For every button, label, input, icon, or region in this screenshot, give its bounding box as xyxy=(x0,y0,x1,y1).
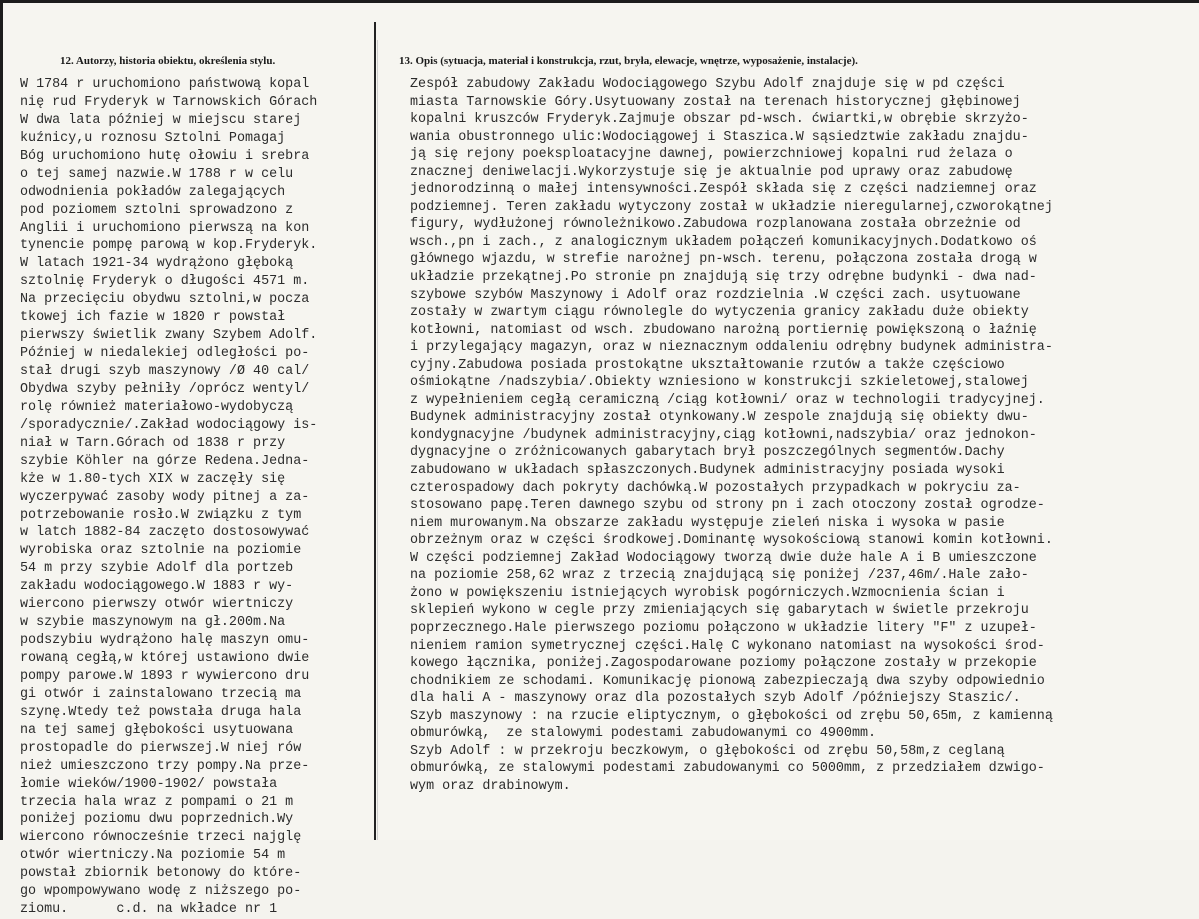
text-line: wsch.,pn i zach., z analogicznym układem połączeń komunikacyjnych.Dodatkowo oś xyxy=(410,234,1037,250)
text-line: 54 m przy szybie Adolf dla portzeb xyxy=(20,561,294,577)
text-line: prostopadle do pierwszej.W niej rów xyxy=(20,740,302,756)
description-typewritten-text xyxy=(410,76,1053,795)
text-line: wyrobiska oraz sztolnie na poziomie xyxy=(20,543,302,559)
text-line: stosowano papę.Teren dawnego szybu od strony pn i zach otoczony został ogrodze- xyxy=(410,498,1045,514)
text-line: powstał zbiornik betonowy do które- xyxy=(20,866,302,882)
text-line: pompy parowe.W 1893 r wywiercono dru xyxy=(20,668,310,684)
text-line: gi otwór i zainstalowano trzecią ma xyxy=(20,686,302,702)
text-line: otwór wiertniczy.Na poziomie 54 m xyxy=(20,848,286,864)
text-line: wyczerpywać zasoby wody pitnej a za- xyxy=(20,489,310,505)
text-line: na tej samej głębokości usytuowana xyxy=(20,722,294,738)
text-line: miasta Tarnowskie Góry.Usytuowany został na terenach historycznej głębinowej xyxy=(410,94,1021,110)
text-line: układzie przekątnej.Po stronie pn znajdują się trzy odrębne budynki - dwa nad- xyxy=(410,270,1037,286)
text-line: Szyb maszynowy : na rzucie eliptycznym, o głębokości od zrębu 50,65m, z kamienną xyxy=(410,708,1053,724)
text-line: zostały w zwartym ciągu równolegle do wytyczenia granicy zakładu duże obiekty xyxy=(410,305,1029,321)
text-line: figury, wydłużonej równoleżnikowo.Zabudowa rozplanowana została obrzeżnie od xyxy=(410,217,1021,233)
text-line: zabudowano w układach spłaszczonych.Budynek administracyjny posiada wysoki xyxy=(410,463,1005,479)
text-line: trzecia hala wraz z pompami o 21 m xyxy=(20,794,294,810)
text-line: obmurówką, ze stalowymi podestami zabudowanymi co 5000mm, z przedziałem dzwigo- xyxy=(410,761,1045,777)
text-line: zakładu wodociągowego.W 1883 r wy- xyxy=(20,579,294,595)
text-line: W dwa lata później w miejscu starej xyxy=(20,112,302,128)
text-line: ośmiokątne /nadszybia/.Obiekty wzniesiono w konstrukcji szkieletowej,stalowej xyxy=(410,375,1029,391)
text-line: nież umieszczono trzy pompy.Na prze- xyxy=(20,758,310,774)
text-line: /sporadycznie/.Zakład wodociągowy is- xyxy=(20,417,318,433)
text-line: żono w powiększeniu istniejących wyrobisk pogórniczych.Wzmocnienia ścian i xyxy=(410,585,1005,601)
text-line: go wpompowywano wodę z niższego po- xyxy=(20,884,302,900)
history-typewritten-text xyxy=(20,76,317,919)
text-line: sklepień wykono w cegle przy zmieniających się gabarytach w świetle przekroju xyxy=(410,603,1029,619)
text-line: Na przecięciu obydwu sztolni,w pocza xyxy=(20,292,310,308)
text-line: Później w niedalekiej odległości po- xyxy=(20,346,310,362)
section-12-header: 12. Autorzy, historia obiektu, określenia stylu. xyxy=(60,55,276,67)
text-line: Bóg uruchomiono hutę ołowiu i srebra xyxy=(20,148,310,164)
text-line: szybowe szybów Maszynowy i Adolf oraz rozdzielnia .W części zach. usytuowane xyxy=(410,287,1021,303)
text-line: tkowej ich fazie w 1820 r powstał xyxy=(20,310,286,326)
text-line: stał drugi szyb maszynowy /Ø 40 cal/ xyxy=(20,364,310,379)
text-line: łomie wieków/1900-1902/ powstała xyxy=(20,776,278,792)
column-divider-shadow xyxy=(377,40,378,840)
text-line: kże w 1.80-tych XIX w zaczęły się xyxy=(20,471,286,487)
text-line: kowego łącznika, poniżej.Zagospodarowane poziomy połączone zostały w przekopie xyxy=(410,656,1037,672)
text-line: pod poziomem sztolni sprowadzono z xyxy=(20,202,294,218)
text-line: kuźnicy,u roznosu Sztolni Pomagaj xyxy=(20,130,286,146)
text-line: nieniem ramion symetrycznej części.Halę C wykonano natomiast na wysokości środ- xyxy=(410,638,1045,654)
text-line: znacznej deniwelacji.Wykorzystuje się je aktualnie pod uprawy oraz zabudowę xyxy=(410,164,1013,180)
text-line: i przylegający magazyn, oraz w nieznacznym oddaleniu odrębny budynek administra- xyxy=(410,340,1053,356)
text-line: tynencie pompę parową w kop.Fryderyk. xyxy=(20,238,318,254)
text-line: pierwszy świetlik zwany Szybem Adolf. xyxy=(20,328,318,344)
text-line: potrzebowanie rosło.W związku z tym xyxy=(20,507,302,523)
text-line: podszybiu wydrążono halę maszyn omu- xyxy=(20,633,310,649)
text-line: ziomu. c.d. na wkładce nr 1 xyxy=(20,902,278,918)
text-line: Zespół zabudowy Zakładu Wodociągowego Szybu Adolf znajduje się w pd części xyxy=(410,77,1005,92)
page-left-border xyxy=(0,0,3,840)
text-line: poprzecznego.Hale pierwszego poziomu połączono w układzie litery "F" z uzupeł- xyxy=(410,620,1037,636)
text-line: szynę.Wtedy też powstała druga hala xyxy=(20,704,302,720)
text-line: nię rud Fryderyk w Tarnowskich Górach xyxy=(20,94,318,110)
text-line: W części podziemnej Zakład Wodociągowy tworzą dwie duże hale A i B umieszczone xyxy=(410,550,1037,566)
section-13-header: 13. Opis (sytuacja, materiał i konstrukcja, rzut, bryła, elewacje, wnętrze, wyposażenie, instalacje). xyxy=(399,55,858,67)
text-line: cyjny.Zabudowa posiada prostokątne ukształtowanie rzutów a także częściowo xyxy=(410,357,1005,373)
text-line: podziemnej. Teren zakładu wytyczony został w układzie nieregularnej,czworokątnej xyxy=(410,199,1053,215)
text-line: wiercono pierwszy otwór wiertniczy xyxy=(20,597,294,613)
text-line: sztolnię Fryderyk o długości 4571 m. xyxy=(20,274,310,290)
text-line: obmurówką, ze stalowymi podestami zabudowanymi co 4900mm. xyxy=(410,726,877,742)
text-line: czterospadowy dach pokryty dachówką.W pozostałych przypadkach w pokryciu za- xyxy=(410,480,1021,496)
text-line: Obydwa szyby pełniły /oprócz wentyl/ xyxy=(20,381,310,397)
text-line: chodnikiem ze schodami. Komunikację pionową zabezpieczają dwa szyby odpowiednio xyxy=(410,673,1045,689)
page-top-border xyxy=(0,0,1199,3)
text-line: kopalni kruszców Fryderyk.Zajmuje obszar pd-wsch. ćwiartki,w obrębie skrzyżo- xyxy=(410,112,1029,128)
text-line: niem murowanym.Na obszarze zakładu występuje zieleń niska i wysoka w pasie xyxy=(410,515,1005,531)
text-line: wiercono równocześnie trzeci najglę xyxy=(20,830,302,846)
text-line: rolę również materiałowo-wydobyczą xyxy=(20,399,294,415)
column-divider xyxy=(374,22,376,840)
text-line: z wypełnieniem cegłą ceramiczną /ciąg kotłowni/ oraz w technologii tradycyjnej. xyxy=(410,392,1045,408)
text-line: W 1784 r uruchomiono państwową kopal xyxy=(20,77,310,92)
text-line: w latch 1882-84 zaczęto dostosowywać xyxy=(20,525,310,541)
text-line: W latach 1921-34 wydrążono głęboką xyxy=(20,256,294,272)
text-line: wania obustronnego ulic:Wodociągowej i Staszica.W sąsiedztwie zakładu znajdu- xyxy=(410,129,1029,145)
text-line: Anglii i uruchomiono pierwszą na kon xyxy=(20,220,310,236)
text-line: niał w Tarn.Górach od 1838 r przy xyxy=(20,435,286,451)
text-line: rowaną cegłą,w której ustawiono dwie xyxy=(20,651,310,666)
text-line: odwodnienia pokładów zalegających xyxy=(20,184,286,200)
text-line: dygnacyjne o zróżnicowanych gabarytach brył poszczególnych segmentów.Dachy xyxy=(410,445,1005,461)
text-line: o tej samej nazwie.W 1788 r w celu xyxy=(20,166,294,182)
text-line: kotłowni, natomiast od wsch. zbudowano narożną portiernię powiększoną o łaźnię xyxy=(410,322,1037,338)
text-line: dla hali A - maszynowy oraz dla pozostałych szyb Adolf /późniejszy Staszic/. xyxy=(410,691,1021,707)
text-line: kondygnacyjne /budynek administracyjny,ciąg kotłowni,nadszybia/ oraz jednokon- xyxy=(410,427,1037,443)
text-line: Budynek administracyjny został otynkowany.W zespole znajdują się obiekty dwu- xyxy=(410,410,1029,426)
text-line: obrzeżnym oraz w części środkowej.Dominantę wysokościową stanowi komin kotłowni. xyxy=(410,533,1053,549)
text-line: Szyb Adolf : w przekroju beczkowym, o głębokości od zrębu 50,58m,z ceglaną xyxy=(410,743,1005,759)
text-line: wym oraz drabinowym. xyxy=(410,778,571,794)
text-line: jednorodzinną o małej intensywności.Zespół składa się z części nadziemnej oraz xyxy=(410,182,1037,198)
text-line: głównego wjazdu, w strefie narożnej pn-wsch. terenu, połączona została drogą w xyxy=(410,252,1037,268)
text-line: w szybie maszynowym na gł.200m.Na xyxy=(20,615,286,631)
text-line: szybie Köhler na górze Redena.Jedna- xyxy=(20,453,310,469)
text-line: na poziomie 258,62 wraz z trzecią znajdującą się poniżej /237,46m/.Hale zało- xyxy=(410,568,1029,584)
text-line: ją się rejony poeksploatacyjne dawnej, powierzchniowej kopalni rud żelaza o xyxy=(410,147,1013,163)
text-line: poniżej poziomu dwu poprzednich.Wy xyxy=(20,812,294,828)
